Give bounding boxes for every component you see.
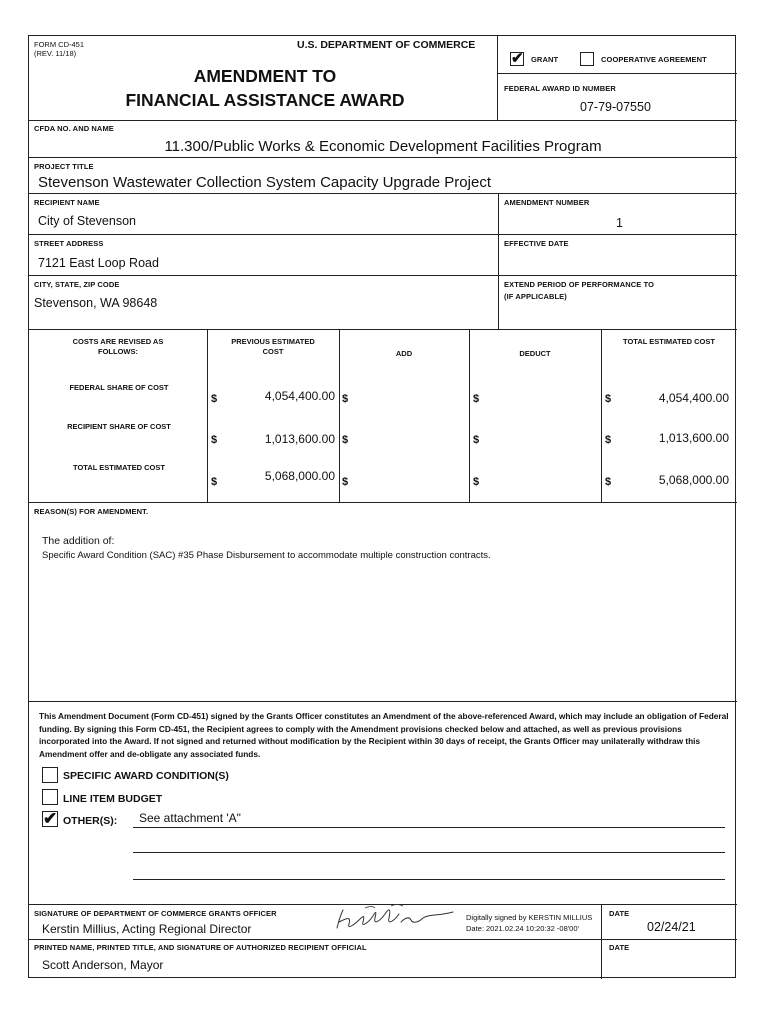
form-id: FORM CD-451 [34,40,85,49]
previous-cost-value: 4,054,400.00 [264,389,335,403]
extend-period-label-1: EXTEND PERIOD OF PERFORMANCE TO [504,280,655,289]
amendment-form [28,35,736,978]
signature-image [329,902,459,936]
cost-row-label: FEDERAL SHARE OF COST [69,383,169,392]
digital-signature-line-1: Digitally signed by KERSTIN MILLIUS [466,913,593,922]
cfda-value: 11.300/Public Works & Economic Development Facilities Program [164,138,602,155]
currency-symbol: $ [605,393,612,405]
total-cost-value: 4,054,400.00 [658,391,729,405]
recipient-name-label: RECIPIENT NAME [34,198,100,207]
add-header: ADD [395,349,413,358]
recipient-date-label: DATE [609,943,630,952]
deduct-header: DEDUCT [519,349,551,358]
previous-cost-value: 5,068,000.00 [264,469,335,483]
reasons-line-1: The addition of: [42,535,115,547]
total-estimated-cost-header: TOTAL ESTIMATED COST [623,337,715,346]
terms-paragraph: This Amendment Document (Form CD-451) signed by the Grants Officer constitutes an Amendment of the above-referenced Award, which may include an obligation of Federal funding. By signing this Form CD-451, the Recipient agrees to comply with the Amendment provisions checked below and attached, as well as previous provisions incorporated into the Award. If not signed and returned without modification by the Recipient within 30 days of receipt, the Grants Officer may unilaterally withdraw this Amendment offer and de-obligate any associated funds. [39,711,729,759]
effective-date-label: EFFECTIVE DATE [504,239,569,248]
federal-award-id-value: 07-79-07550 [580,100,651,114]
currency-symbol: $ [342,393,349,405]
recipient-signature-label: PRINTED NAME, PRINTED TITLE, AND SIGNATURE OF AUTHORIZED RECIPIENT OFFICIAL [34,943,367,952]
currency-symbol: $ [342,434,349,446]
currency-symbol: $ [473,434,480,446]
specific-award-conditions-checkbox[interactable] [42,767,58,783]
currency-symbol: $ [211,476,218,488]
grant-label: GRANT [531,55,559,64]
form-title-line-2: FINANCIAL ASSISTANCE AWARD [125,90,405,110]
grant-checkbox[interactable] [510,52,524,66]
total-cost-value: 1,013,600.00 [658,431,729,445]
commerce-date-value: 02/24/21 [647,920,696,934]
currency-symbol: $ [211,393,218,405]
project-title-value: Stevenson Wastewater Collection System Capacity Upgrade Project [38,174,491,191]
specific-award-conditions-label: SPECIFIC AWARD CONDITION(S) [63,770,229,782]
recipient-name-value: City of Stevenson [38,214,136,228]
city-state-zip-value: Stevenson, WA 98648 [34,296,158,310]
street-address-value: 7121 East Loop Road [38,256,159,270]
digital-signature-line-2: Date: 2021.02.24 10:20:32 -08'00' [466,924,579,933]
others-checkbox[interactable] [42,811,58,827]
federal-award-id-label: FEDERAL AWARD ID NUMBER [504,84,616,93]
recipient-official-name: Scott Anderson, Mayor [42,958,164,972]
amendment-number-label: AMENDMENT NUMBER [504,198,590,207]
total-cost-value: 5,068,000.00 [658,473,729,487]
currency-symbol: $ [473,476,480,488]
line-item-budget-checkbox[interactable] [42,789,58,805]
project-title-label: PROJECT TITLE [34,162,94,171]
costs-revised-header: COSTS ARE REVISED AS FOLLOWS: [72,337,164,356]
line-item-budget-label: LINE ITEM BUDGET [63,793,163,805]
reasons-label: REASON(S) FOR AMENDMENT. [34,507,149,516]
amendment-number-value: 1 [616,216,623,230]
check-mark-icon: ✔ [511,50,524,67]
reasons-line-2: Specific Award Condition (SAC) #35 Phase Disbursement to accommodate multiple construction contracts. [42,550,491,561]
form-title-line-1: AMENDMENT TO [193,66,337,86]
previous-cost-value: 1,013,600.00 [264,432,335,446]
previous-estimated-cost-header: PREVIOUS ESTIMATED COST [231,337,315,356]
commerce-signature-label: SIGNATURE OF DEPARTMENT OF COMMERCE GRANTS OFFICER [34,909,277,918]
currency-symbol: $ [473,393,480,405]
cooperative-agreement-checkbox[interactable] [580,52,594,66]
others-value: See attachment 'A" [139,811,241,825]
currency-symbol: $ [342,476,349,488]
currency-symbol: $ [605,434,612,446]
department-name: U.S. DEPARTMENT OF COMMERCE [297,39,476,51]
street-address-label: STREET ADDRESS [34,239,104,248]
currency-symbol: $ [211,434,218,446]
cost-row-label: RECIPIENT SHARE OF COST [67,422,171,431]
check-mark-icon: ✔ [43,809,58,828]
commerce-official-name: Kerstin Millius, Acting Regional Director [42,922,252,936]
city-state-zip-label: CITY, STATE, ZIP CODE [34,280,120,289]
cfda-label: CFDA NO. AND NAME [34,124,114,133]
cost-row-label: TOTAL ESTIMATED COST [73,463,165,472]
form-revision: (REV. 11/18) [34,49,77,58]
extend-period-label-2: (IF APPLICABLE) [504,292,567,301]
cooperative-agreement-label: COOPERATIVE AGREEMENT [601,55,707,64]
currency-symbol: $ [605,476,612,488]
others-label: OTHER(S): [63,815,118,827]
commerce-date-label: DATE [609,909,630,918]
